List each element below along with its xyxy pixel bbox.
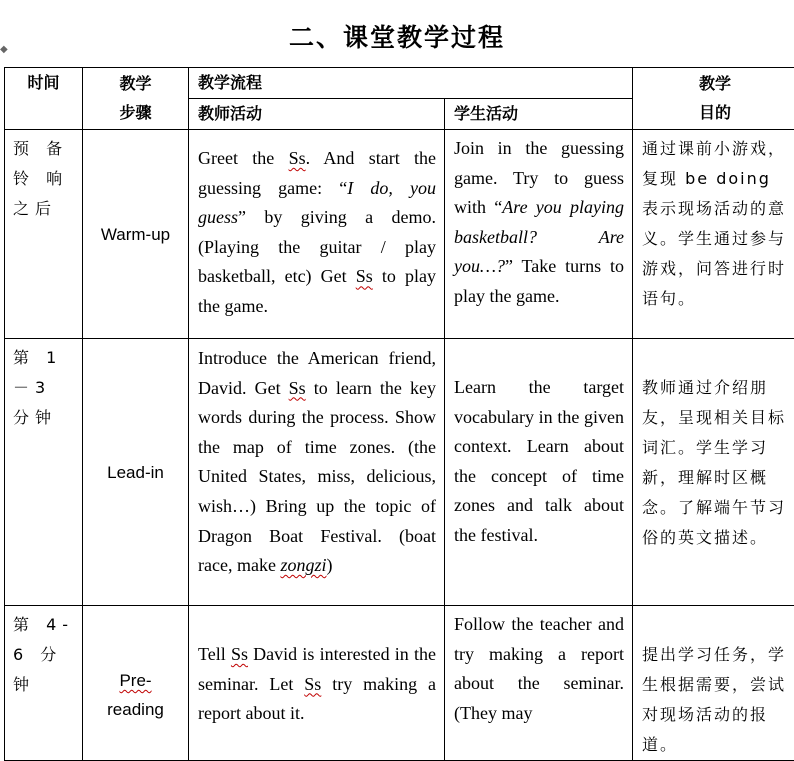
ss-abbrev: Ss [304,674,321,694]
header-purpose [633,68,794,130]
italic-phrase: I do, you guess [198,178,436,228]
row-teacher-activity: Introduce the American friend, David. Get Ss to learn the key words during the process. Show the map of time zones. (the United States, miss, delicious, wish…) Bring up the topic of Dragon Boat Festival. (boat race, make zongzi) [189,339,445,606]
row-step: Warm-up [83,130,189,339]
row-purpose: 教师通过介绍朋友，呈现相关目标词汇。学生学习新，理解时区概念。了解端午节习俗的英文描述。 [633,339,794,606]
table-row [5,339,794,606]
header-step [83,68,189,130]
header-step-line1: 教学 [83,69,188,98]
row-time: 预 备 铃 响 之后 [5,130,83,339]
ss-abbrev: Ss [231,644,248,664]
header-purpose-line1: 教学 [633,69,794,98]
header-purpose-line2: 目的 [633,98,794,127]
margin-marker-icon: ◆ [0,44,8,55]
row-step: Lead-in [83,339,189,606]
row-purpose: 提出学习任务，学生根据需要，尝试对现场活动的报道。 [633,606,794,761]
ss-abbrev: Ss [289,378,306,398]
row-student-activity: Join in the guessing game. Try to guess with “Are you playing basketball? Are you…?” Take turns to play the game. [445,130,633,339]
row-teacher-activity: Tell Ss David is interested in the seminar. Let Ss try making a report about it. [189,606,445,761]
row-teacher-activity: Greet the Ss. And start the guessing game: “I do, you guess” by giving a demo. (Playing the guitar / play basketball, etc) Get Ss to play the game. [189,130,445,339]
header-step-line2: 步骤 [83,98,188,127]
lesson-process-table [4,67,794,761]
page-title: 二、课堂教学过程 [0,18,794,54]
row-time: 第 1－3 分钟 [5,339,83,606]
row-step [83,606,189,761]
header-time: 时间 [5,68,83,130]
table-row [5,606,794,761]
row-time: 第 4-6 分钟 [5,606,83,761]
row-purpose: 通过课前小游戏，复现 be doing 表示现场活动的意义。学生通过参与游戏，问答进行时语句。 [633,130,794,339]
italic-phrase: Are you playing basketball? Are you…? [454,197,624,276]
header-teacher-activity: 教师活动 [189,99,445,130]
row-student-activity: Follow the teacher and try making a report about the seminar. (They may [445,606,633,761]
italic-phrase: zongzi [280,555,326,575]
ss-abbrev: Ss [356,266,373,286]
step-line2: reading [83,695,188,724]
row-student-activity: Learn the target vocabulary in the given context. Learn about the concept of time zones and talk about the festival. [445,339,633,606]
header-student-activity: 学生活动 [445,99,633,130]
table-row [5,130,794,339]
ss-abbrev: Ss [289,148,306,168]
header-flow: 教学流程 [189,68,633,99]
step-line1: Pre- [119,666,151,695]
